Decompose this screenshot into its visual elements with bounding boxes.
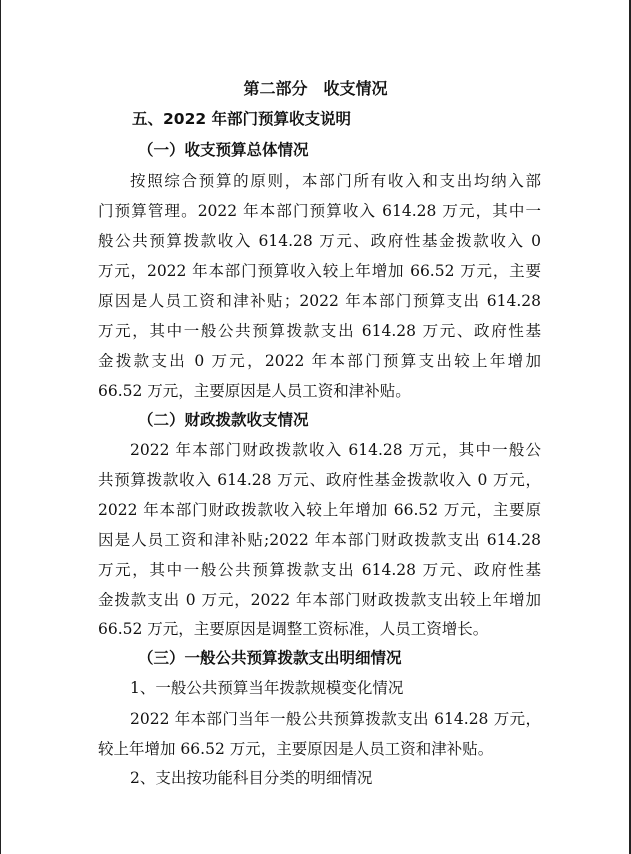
paragraph-line: 金拨款支出 0 万元，2022 年本部门财政拨款支出较上年增加 (98, 591, 541, 609)
paragraph-line: 万元，其中一般公共预算拨款支出 614.28 万元、政府性基 (98, 322, 541, 340)
subsection-heading-1: （一）收支预算总体情况 (138, 141, 309, 159)
paragraph-line: 万元，其中一般公共预算拨款支出 614.28 万元、政府性基 (98, 561, 541, 579)
paragraph-line: 66.52 万元，主要原因是人员工资和津补贴。 (98, 382, 411, 400)
section-heading: 五、2022 年部门预算收支说明 (132, 110, 352, 128)
paragraph-line: 2022 年本部门财政拨款收入 614.28 万元，其中一般公 (130, 441, 541, 459)
item-title-2: 2、支出按功能科目分类的明细情况 (130, 769, 373, 787)
paragraph-line: 门预算管理。2022 年本部门预算收入 614.28 万元，其中一 (98, 202, 541, 220)
subsection-heading-3: （三）一般公共预算拨款支出明细情况 (138, 649, 402, 667)
paragraph-line: 共预算拨款收入 614.28 万元、政府性基金拨款收入 0 万元， (98, 471, 541, 489)
paragraph-line: 66.52 万元，主要原因是调整工资标准，人员工资增长。 (98, 620, 489, 638)
item-title-1: 1、一般公共预算当年拨款规模变化情况 (130, 679, 404, 697)
paragraph-line: 因是人员工资和津补贴;2022 年本部门财政拨款支出 614.28 (98, 531, 541, 549)
page-left-edge (0, 0, 1, 854)
paragraph-line: 按照综合预算的原则，本部门所有收入和支出均纳入部 (130, 172, 541, 190)
paragraph-line: 般公共预算拨款收入 614.28 万元、政府性基金拨款收入 0 (98, 232, 541, 250)
paragraph-line: 2022 年本部门当年一般公共预算拨款支出 614.28 万元， (130, 710, 541, 728)
page-title: 第二部分 收支情况 (243, 79, 388, 98)
paragraph-line: 2022 年本部门财政拨款收入较上年增加 66.52 万元，主要原 (98, 501, 541, 519)
paragraph-line: 万元，2022 年本部门预算收入较上年增加 66.52 万元，主要 (98, 262, 541, 280)
subsection-heading-2: （二）财政拨款收支情况 (138, 411, 309, 429)
paragraph-line: 金拨款支出 0 万元，2022 年本部门预算支出较上年增加 (98, 352, 541, 370)
paragraph-line: 较上年增加 66.52 万元，主要原因是人员工资和津补贴。 (98, 740, 494, 758)
paragraph-line: 原因是人员工资和津补贴；2022 年本部门预算支出 614.28 (98, 292, 541, 310)
